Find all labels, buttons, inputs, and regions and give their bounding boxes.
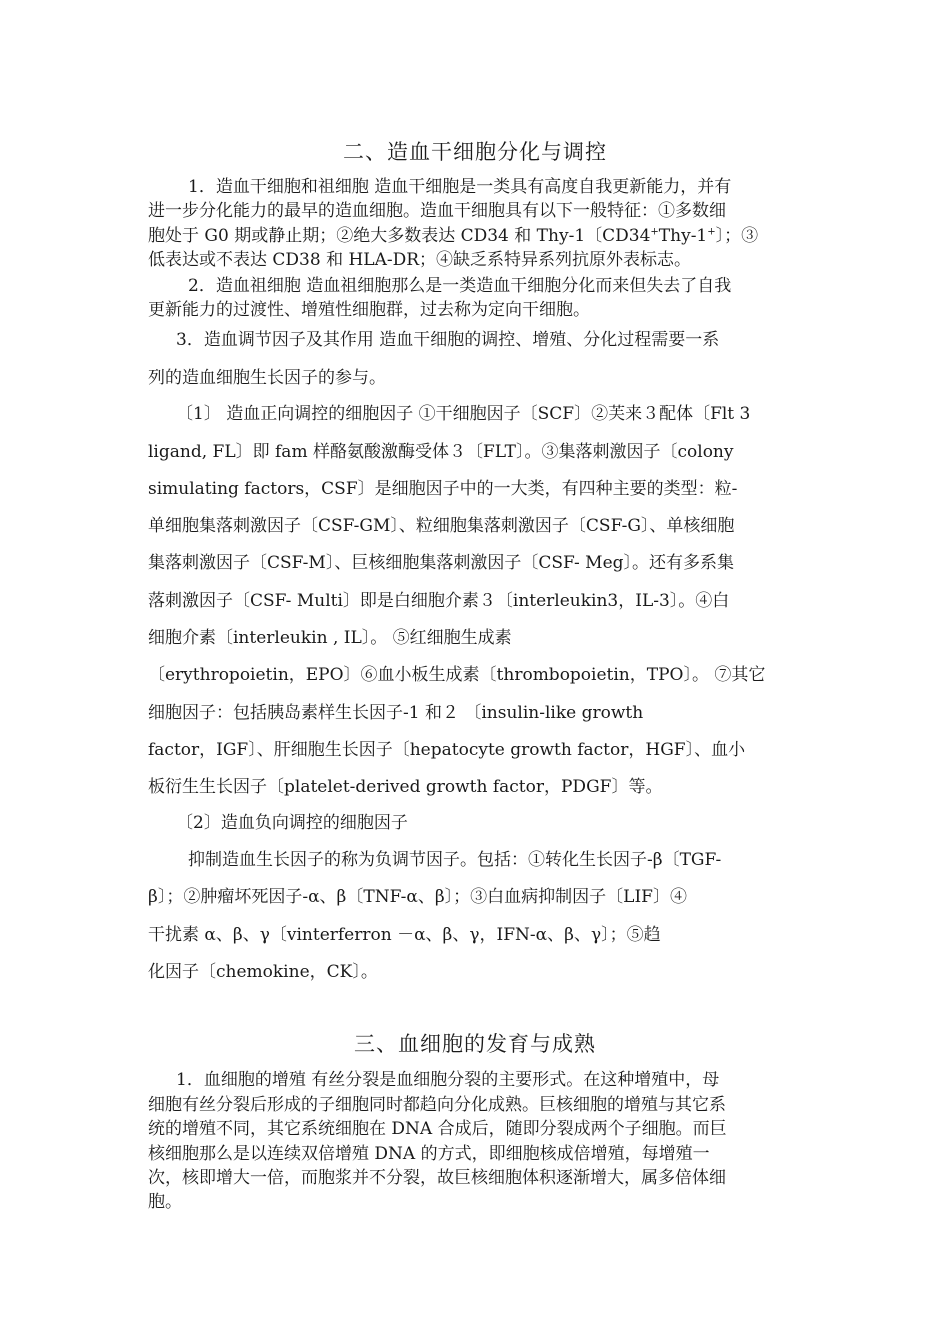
text-line: 抑制造血生长因子的称为负调节因子。包括：①转化生长因子-β〔TGF- (188, 850, 722, 870)
text-line: 细胞有丝分裂后形成的子细胞同时都趋向分化成熟。巨核细胞的增殖与其它系 (148, 1095, 726, 1115)
text-line: 〔1〕 造血正向调控的细胞因子 ①干细胞因子〔SCF〕②芙来３配体〔Flt 3 (176, 404, 751, 424)
text-line: 板衍生生长因子〔platelet-derived growth factor，PDGF〕等。 (148, 777, 663, 797)
text-line: factor，IGF〕、肝细胞生长因子〔hepatocyte growth factor，HGF〕、血小 (148, 740, 746, 760)
superscript-plus: + (650, 226, 659, 238)
text-line: 〔erythropoietin，EPO〕⑥血小板生成素〔thrombopoietin，TPO〕。 ⑦其它 (148, 665, 766, 685)
text-line: 进一步分化能力的最早的造血细胞。造血干细胞具有以下一般特征：①多数细 (148, 201, 726, 221)
text-line: 核细胞那么是以连续双倍增殖 DNA 的方式，即细胞核成倍增殖，每增殖一 (148, 1144, 710, 1164)
text-line: 2．造血祖细胞 造血祖细胞那么是一类造血干细胞分化而来但失去了自我 (188, 276, 732, 296)
text-line: 统的增殖不同，其它系统细胞在 DNA 合成后，随即分裂成两个子细胞。而巨 (148, 1119, 727, 1139)
text-line: 3．造血调节因子及其作用 造血干细胞的调控、增殖、分化过程需要一系 (176, 330, 720, 350)
text-line: β〕；②肿瘤坏死因子-α、β〔TNF-α、β〕；③白血病抑制因子〔LIF〕④ (148, 887, 687, 907)
section-heading-3: 三、血细胞的发育与成熟 (354, 1032, 596, 1056)
text-line: simulating factors，CSF〕是细胞因子中的一大类，有四种主要的类型：粒- (148, 479, 738, 499)
text-line: 干扰素 α、β、γ〔vinterferron －α、β、γ，IFN-α、β、γ〕；⑤趋 (148, 925, 661, 945)
text-line: 细胞因子：包括胰岛素样生长因子-1 和２ 〔insulin-like growth (148, 703, 644, 723)
text-line: 单细胞集落刺激因子〔CSF-GM〕、粒细胞集落刺激因子〔CSF-G〕、单核细胞 (148, 516, 735, 536)
text-line: 低表达或不表达 CD38 和 HLA-DR；④缺乏系特异系列抗原外表标志。 (148, 250, 692, 270)
text-line: 胞。 (148, 1192, 182, 1212)
text-line: 1．血细胞的增殖 有丝分裂是血细胞分裂的主要形式。在这种增殖中，母 (176, 1070, 720, 1090)
text-run: Thy-1 (658, 226, 708, 246)
text-line: 落刺激因子〔CSF- Multi〕即是白细胞介素３〔interleukin3，IL-3〕。④白 (148, 591, 730, 611)
superscript-plus: + (707, 226, 716, 238)
text-line: 〔2〕造血负向调控的细胞因子 (176, 813, 408, 833)
text-run: 胞处于 G0 期或静止期；②绝大多数表达 CD34 和 Thy-1〔CD34 (148, 226, 651, 246)
text-line: 集落刺激因子〔CSF-M〕、巨核细胞集落刺激因子〔CSF- Meg〕。还有多系集 (148, 553, 735, 573)
text-line: 化因子〔chemokine，CK〕。 (148, 962, 378, 982)
text-line (148, 224, 808, 248)
text-line: ligand, FL〕即 fam 样酪氨酸激酶受体３〔FLT〕。③集落刺激因子〔colony (148, 442, 734, 462)
section-heading-2: 二、造血干细胞分化与调控 (343, 140, 607, 164)
text-line: 次，核即增大一倍，而胞浆并不分裂，故巨核细胞体积逐渐增大，属多倍体细 (148, 1168, 726, 1188)
text-line: 细胞介素〔interleukin , IL〕。 ⑤红细胞生成素 (148, 628, 512, 648)
text-run: 〕；③ (715, 226, 759, 246)
text-line: 1．造血干细胞和祖细胞 造血干细胞是一类具有高度自我更新能力，并有 (188, 177, 732, 197)
text-line: 列的造血细胞生长因子的参与。 (148, 368, 386, 388)
text-line: 更新能力的过渡性、增殖性细胞群，过去称为定向干细胞。 (148, 300, 590, 320)
